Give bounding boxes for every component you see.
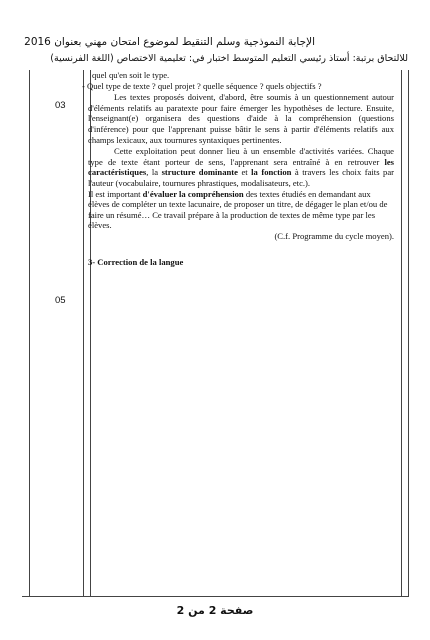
text-span: Il est important bbox=[88, 188, 143, 199]
bold-function: la fonction bbox=[251, 167, 292, 178]
paragraph-questioning: Les textes proposés doivent, d'abord, être soumis à un questionnement autour d'éléments relatifs au paratexte pour faire émerger les hypothèses de lecture. Ensuite, l'enseignant(e) organisera des questions d'aide à la compréhension (questions d'inférence) pour que l'apprenant puisse bâtir le sens à partir d'éléments relatifs aux champs lexicaux, aux tournures syntaxiques pertinentes. bbox=[88, 92, 394, 145]
text-span: à travers les choix faits par l'auteur (vocabulaire, tournures phrastiques, modalisateurs, etc.). bbox=[88, 167, 395, 188]
bold-characteristics: les caractéristiques bbox=[88, 156, 394, 178]
paragraph-activities bbox=[88, 146, 394, 188]
column-divider bbox=[401, 70, 402, 596]
reference: (C.f. Programme du cycle moyen). bbox=[274, 230, 394, 241]
exam-title: الإجابة النموذجية وسلم التنقيط لموضوع امتحان مهني بعنوان 2016 bbox=[24, 36, 315, 48]
score-05: 05 bbox=[55, 295, 66, 306]
text-line: quel qu'en soit le type. bbox=[92, 70, 170, 80]
question-text: Quel type de texte ? quel projet ? quelle séquence ? quels objectifs ? bbox=[87, 80, 322, 91]
answer-content bbox=[88, 70, 394, 267]
column-divider bbox=[83, 70, 84, 596]
bold-structure: structure dominante bbox=[161, 167, 238, 178]
text-span: , la bbox=[146, 167, 162, 178]
section-heading: 3- Correction de la langue bbox=[88, 256, 184, 267]
text-span: Cette exploitation peut donner lieu à un ensemble d'activités variées. Chaque type de texte étant porteur de sens, l'apprenant sera entraîné à en retrouver bbox=[88, 146, 394, 167]
text-span: des textes étudiés en demandant aux élèves de compléter un texte lacunaire, de proposer un titre, de dégager le plan et/ou de faire un résumé… Ce travail prépare à la production de textes de même type par les élèves. bbox=[88, 188, 388, 231]
page-number: صفحة 2 من 2 bbox=[176, 604, 254, 617]
paragraph-evaluation bbox=[88, 189, 394, 231]
text-span: et bbox=[237, 167, 252, 178]
exam-subtitle: للالتحاق برتبة: أستاذ رئيسي التعليم المتوسط اختبار في: تعليمية الاختصاص (اللغة الفرنسية) bbox=[50, 53, 408, 64]
score-03: 03 bbox=[55, 100, 66, 111]
footer-divider bbox=[22, 596, 408, 597]
question-line bbox=[82, 81, 394, 92]
bold-evaluate: d'évaluer la compréhension bbox=[142, 188, 244, 199]
